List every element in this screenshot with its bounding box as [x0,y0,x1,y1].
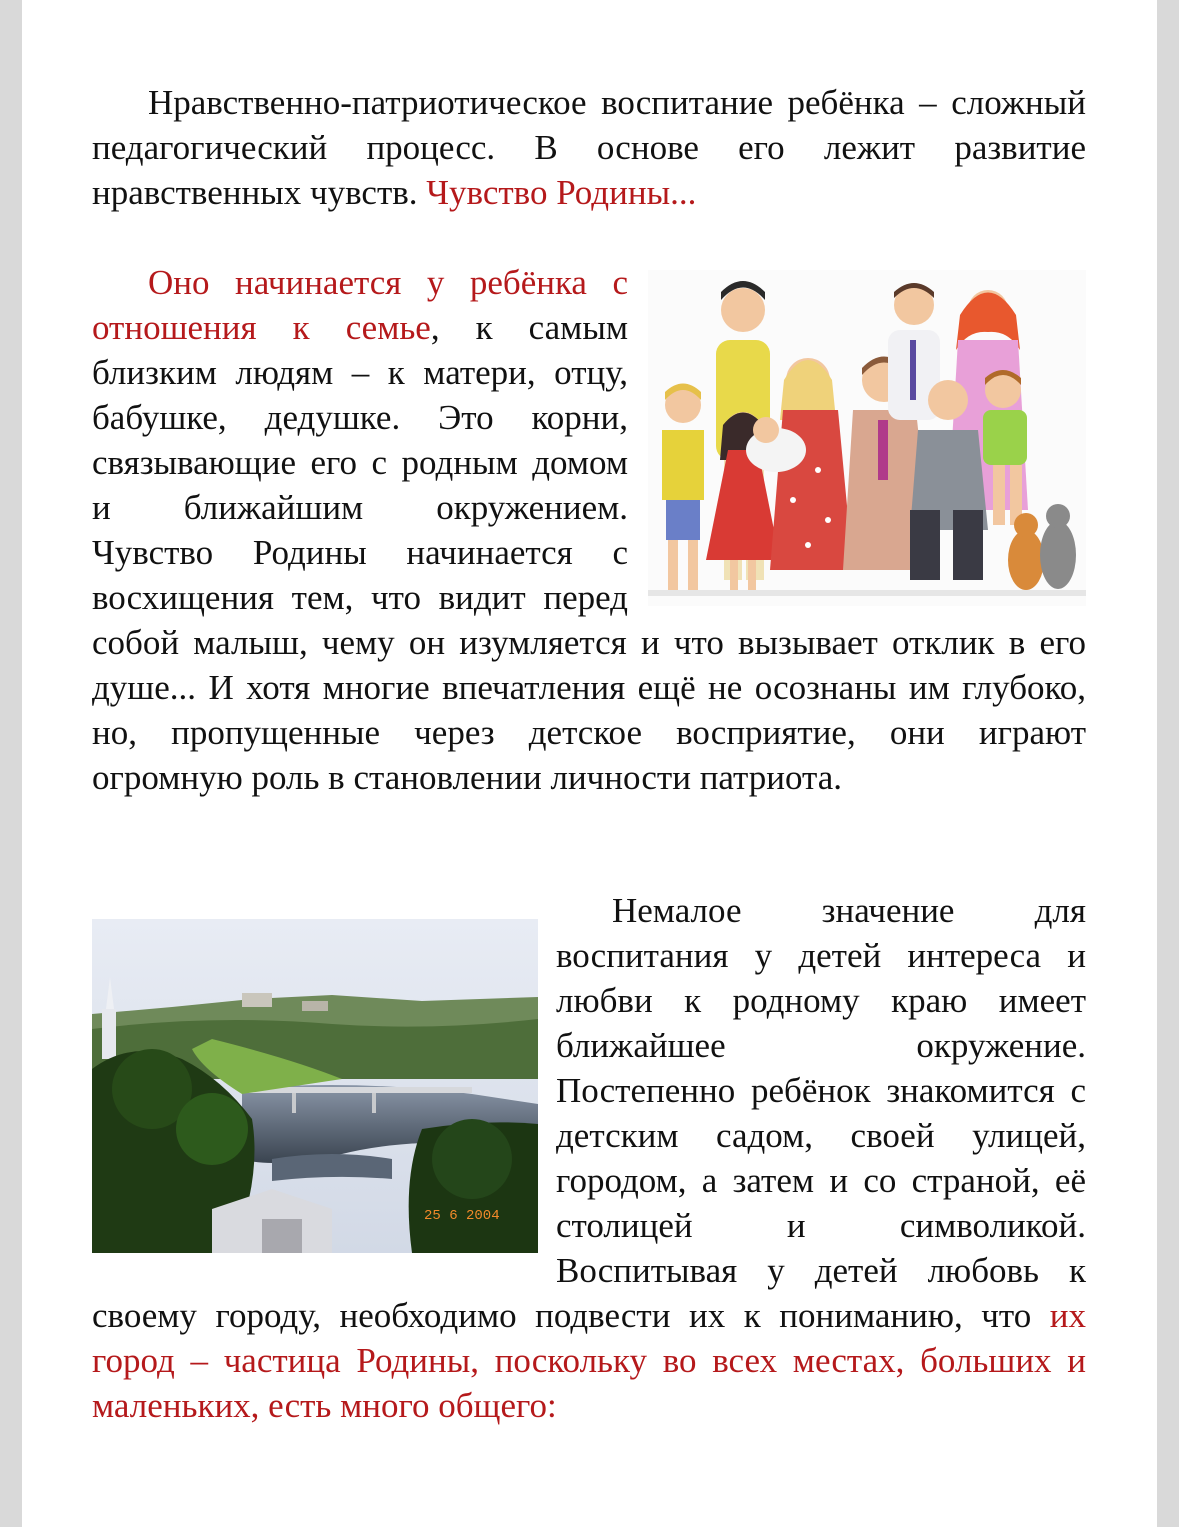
city-text: Немалое значение для воспитания у детей интереса и любви к родному краю имеет ближайшее окружение. Постепенно ребёнок знакомится с детским садом, своей улицей, городом, а затем и со страной, её столицей и символикой. Воспитывая у детей любовь к своему городу, необходимо подвести их к пониманию, что [92,891,1086,1335]
family-highlight: Оно начинается у ребёнка с отношения к семье [92,263,628,347]
intro-highlight: Чувство Родины... [426,173,697,212]
paragraph-intro [92,80,1086,215]
city-photo [92,919,538,1253]
paragraph-family [92,260,1086,800]
family-text: , к самым близким людям – к матери, отцу, бабушке, дедушке. Это корни, связывающие его с родным домом и ближайшим окружением. Чувство Родины начинается с восхищения тем, что видит перед собой малыш, чему он изумляется и что вызывает отклик в его душе... И хотя многие впечатления ещё не осознаны им глубоко, но, пропущенные через детское восприятие, они играют огромную роль в становлении личности патриота. [92,308,1086,797]
paragraph-city [92,888,1086,1428]
city-highlight: их город – частица Родины, поскольку во всех местах, больших и маленьких, есть много общего: [92,1296,1086,1425]
family-illustration [648,270,1086,606]
document-page [22,0,1157,1527]
photo-date-stamp: 25 6 2004 [424,1208,500,1224]
intro-text: Нравственно-патриотическое воспитание ребёнка – сложный педагогический процесс. В основе его лежит развитие нравственных чувств. [92,83,1086,212]
